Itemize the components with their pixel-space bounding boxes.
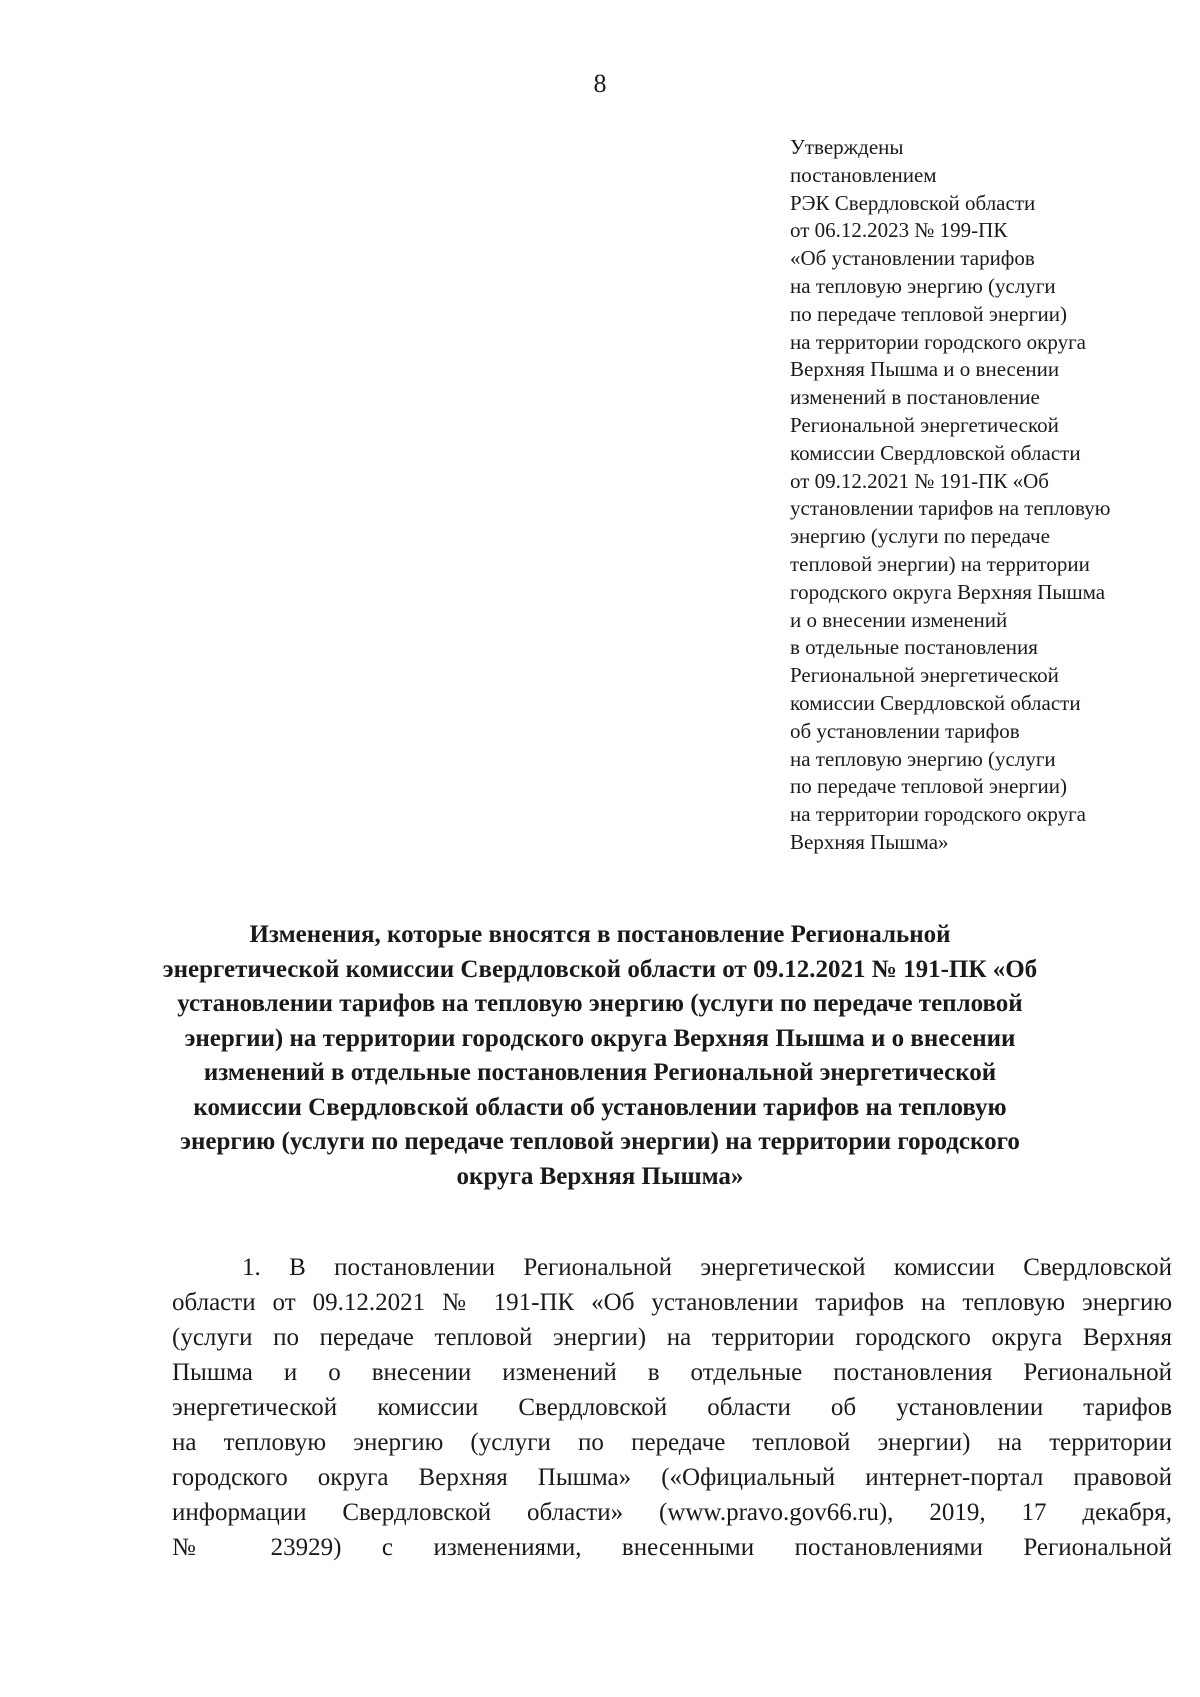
approval-block <box>790 134 1190 857</box>
page-number: 8 <box>593 69 607 98</box>
approval-line: на территории городского округа <box>790 802 1086 827</box>
approval-line: на территории городского округа <box>790 329 1086 354</box>
approval-line: энергию (услуги по передаче <box>790 524 1050 549</box>
approval-line: от 09.12.2021 № 191-ПК «Об <box>790 468 1049 493</box>
approval-line: об установлении тарифов <box>790 718 1020 743</box>
document-heading <box>140 918 1060 1194</box>
approval-line: и о внесении изменений <box>790 607 1008 632</box>
approval-line: по передаче тепловой энергии) <box>790 774 1068 799</box>
approval-line: от 06.12.2023 № 199-ПК <box>790 218 1008 243</box>
approval-line: в отдельные постановления <box>790 635 1038 660</box>
body-line: на тепловую энергию (услуги по передаче тепловой энергии) на территории <box>172 1429 1172 1456</box>
heading-line: энергетической комиссии Свердловской области от 09.12.2021 № 191-ПК «Об <box>162 955 1038 983</box>
approval-line: городского округа Верхняя Пышма <box>790 579 1106 604</box>
approval-line: Верхняя Пышма» <box>790 829 949 854</box>
heading-line: изменений в отдельные постановления Региональной энергетической <box>203 1059 997 1086</box>
approval-line: комиссии Свердловской области <box>790 440 1081 465</box>
body-line: (услуги по передаче тепловой энергии) на территории городского округа Верхняя <box>172 1324 1172 1351</box>
approval-line: «Об установлении тарифов <box>790 246 1035 271</box>
heading-line: округа Верхняя Пышма» <box>456 1162 744 1190</box>
body-line: Пышма и о внесении изменений в отдельные постановления Региональной <box>172 1359 1172 1386</box>
approval-line: на тепловую энергию (услуги <box>790 746 1056 771</box>
approval-line: РЭК Свердловской области <box>790 190 1036 215</box>
body-line: энергетической комиссии Свердловской области об установлении тарифов <box>172 1394 1172 1421</box>
approval-line: установлении тарифов на тепловую <box>790 496 1111 521</box>
body-line: области от 09.12.2021 № 191-ПК «Об установлении тарифов на тепловую энергию <box>172 1289 1172 1316</box>
approval-line: комиссии Свердловской области <box>790 690 1081 715</box>
heading-line: комиссии Свердловской области об установлении тарифов на тепловую <box>193 1093 1007 1121</box>
approval-line: Региональной энергетической <box>790 663 1059 688</box>
heading-line: Изменения, которые вносятся в постановление Региональной <box>249 921 951 948</box>
body-line: городского округа Верхняя Пышма» («Официальный интернет-портал правовой <box>172 1464 1172 1491</box>
body-paragraph <box>172 1250 1172 1565</box>
approval-line: Утверждены <box>790 135 904 159</box>
heading-line: установлении тарифов на тепловую энергию (услуги по передаче тепловой <box>177 990 1023 1017</box>
heading-line: энергии) на территории городского округа Верхняя Пышма и о внесении <box>184 1024 1016 1052</box>
approval-line: изменений в постановление <box>790 385 1040 410</box>
body-line: информации Свердловской области» (www.pravo.gov66.ru), 2019, 17 декабря, <box>172 1499 1172 1526</box>
approval-line: постановлением <box>790 162 937 187</box>
body-line: № 23929) с изменениями, внесенными постановлениями Региональной <box>172 1534 1172 1561</box>
heading-line: энергию (услуги по передаче тепловой энергии) на территории городского <box>180 1128 1020 1155</box>
approval-line: по передаче тепловой энергии) <box>790 301 1068 326</box>
approval-line: на тепловую энергию (услуги <box>790 273 1056 298</box>
approval-line: Региональной энергетической <box>790 412 1059 437</box>
approval-line: тепловой энергии) на территории <box>790 551 1090 576</box>
body-line: 1. В постановлении Региональной энергетической комиссии Свердловской <box>242 1254 1172 1281</box>
approval-line: Верхняя Пышма и о внесении <box>790 357 1060 382</box>
